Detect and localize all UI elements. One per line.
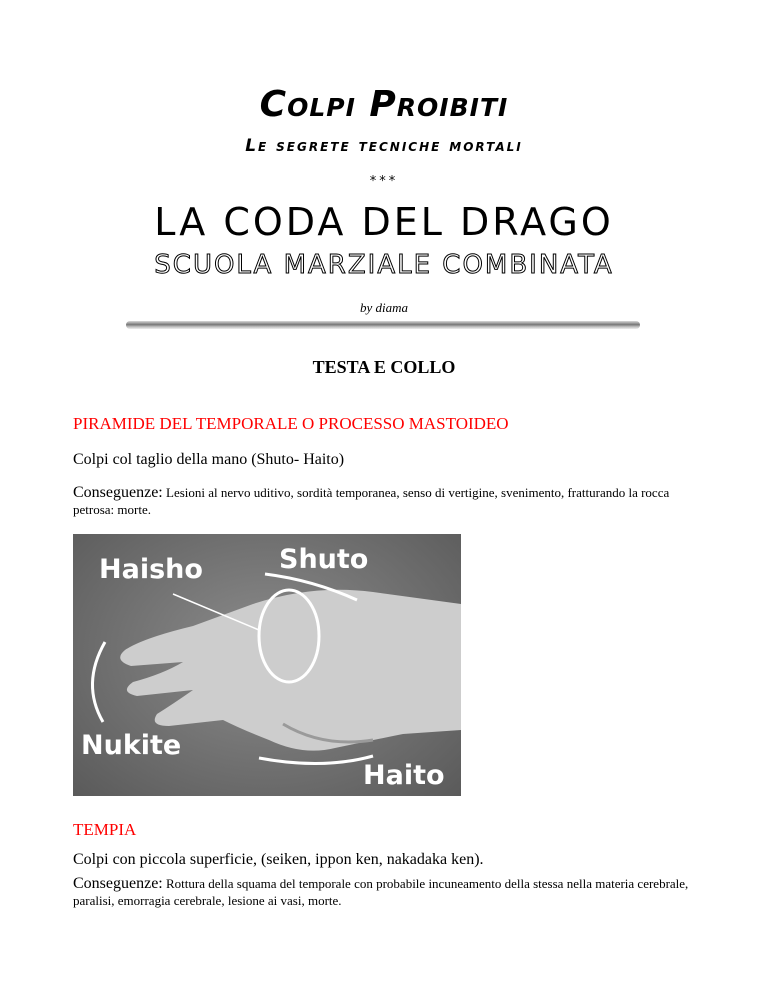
consequences-text: Lesioni al nervo uditivo, sordità temporanea, senso di vertigine, svenimento, fratturando la rocca petrosa: morte. xyxy=(73,485,670,517)
separator-stars: *** xyxy=(369,174,399,189)
document-subtitle: Le segrete tecniche mortali xyxy=(245,136,523,156)
hand-strike-photo xyxy=(73,534,461,796)
label-haito: Haito xyxy=(363,760,445,791)
item-strikes-tempia: Colpi con piccola superficie, (seiken, ippon ken, nakadaka ken). xyxy=(73,851,484,868)
school-type: SCUOLA MARZIALE COMBINATA xyxy=(154,250,614,280)
haito-arc xyxy=(259,756,373,764)
label-haisho: Haisho xyxy=(99,554,203,585)
consequences-text: Rottura della squama del temporale con probabile incuneamento della stessa nella materia cerebrale, paralisi, emorragia cerebrale, lesione ai vasi, morte. xyxy=(73,876,689,908)
section-heading: TESTA E COLLO xyxy=(312,357,456,377)
item-consequences-tempia xyxy=(73,875,713,909)
decorative-rule xyxy=(126,321,640,329)
label-nukite: Nukite xyxy=(81,730,182,761)
item-name-tempia: TEMPIA xyxy=(73,820,137,839)
consequences-label: Conseguenze: xyxy=(73,484,163,501)
hand-shape xyxy=(120,590,461,751)
item-strikes-piramide: Colpi col taglio della mano (Shuto- Haito) xyxy=(73,451,345,468)
item-consequences-piramide xyxy=(73,484,713,518)
item-name-piramide: PIRAMIDE DEL TEMPORALE O PROCESSO MASTOIDEO xyxy=(73,414,509,433)
document-title: Colpi Proibiti xyxy=(259,84,509,125)
label-shuto: Shuto xyxy=(279,544,369,575)
consequences-label: Conseguenze: xyxy=(73,875,163,892)
school-name: LA CODA DEL DRAGO xyxy=(154,200,614,244)
author-line: by diama xyxy=(359,300,409,315)
nukite-arc xyxy=(92,642,105,722)
